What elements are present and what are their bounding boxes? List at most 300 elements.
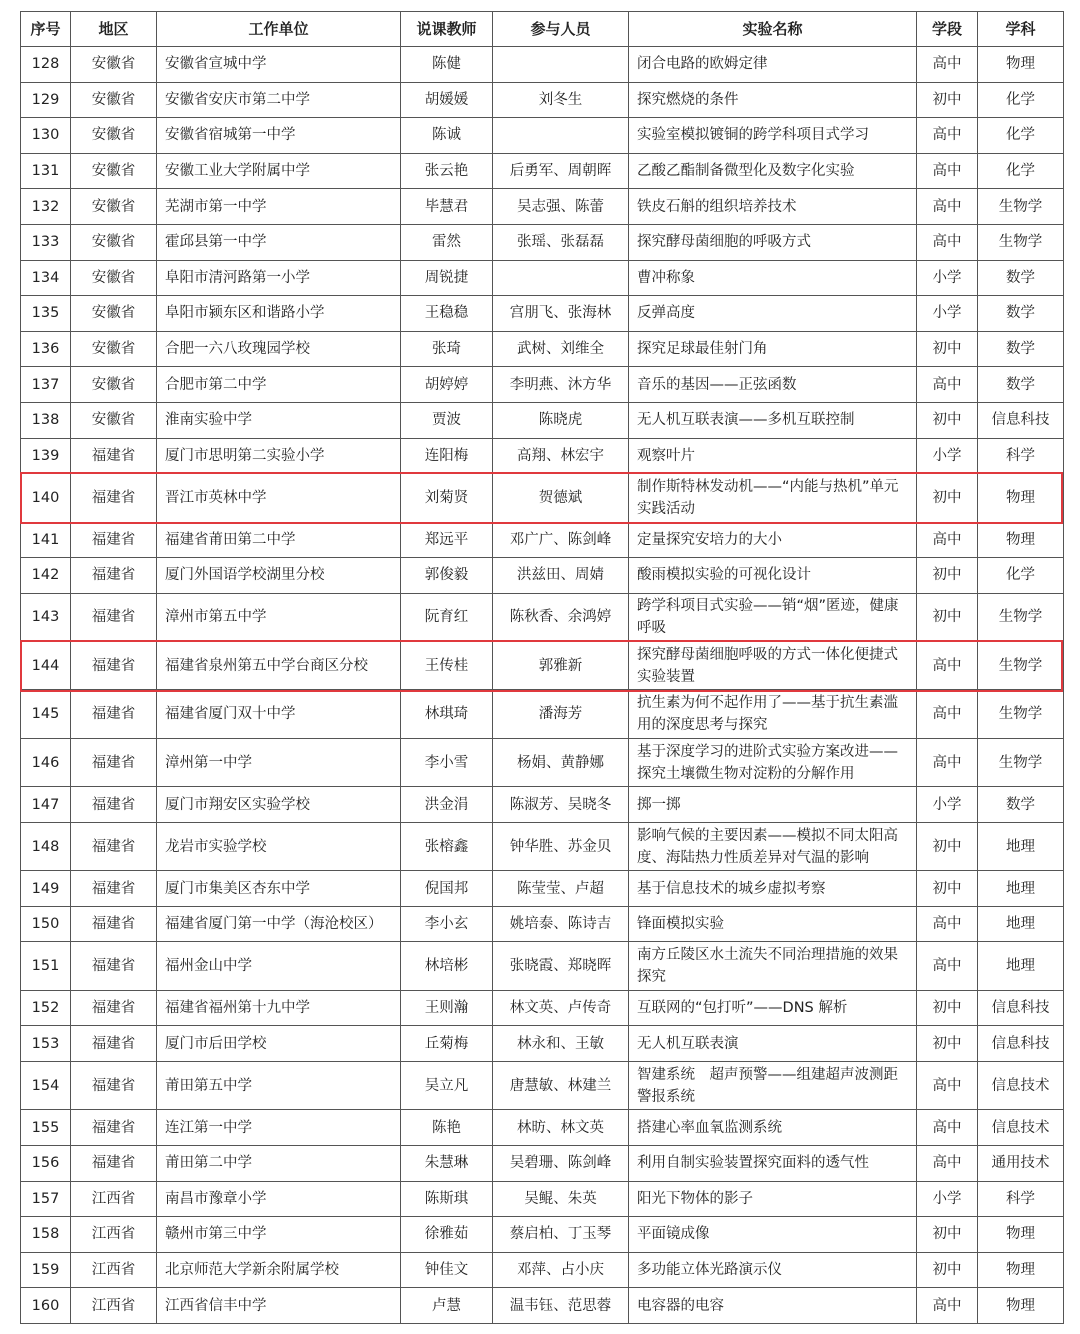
cell-participants: 后勇军、周朝晖 [493, 153, 629, 189]
cell-experiment: 探究酵母菌细胞的呼吸方式 [629, 224, 917, 260]
cell-stage: 高中 [917, 522, 978, 558]
table-row [21, 1062, 1064, 1110]
cell-teacher: 王传桂 [401, 642, 493, 690]
cell-teacher: 张琦 [401, 331, 493, 367]
cell-participants: 高翔、林宏宇 [493, 438, 629, 474]
cell-school: 厦门市翔安区实验学校 [157, 787, 401, 823]
cell-index: 158 [21, 1217, 71, 1253]
cell-stage: 高中 [917, 1288, 978, 1324]
cell-school: 晋江市英林中学 [157, 474, 401, 522]
cell-stage: 高中 [917, 690, 978, 738]
cell-experiment: 基于信息技术的城乡虚拟考察 [629, 871, 917, 907]
cell-teacher: 倪国邦 [401, 871, 493, 907]
cell-region: 福建省 [71, 738, 157, 786]
cell-experiment: 乙酸乙酯制备微型化及数字化实验 [629, 153, 917, 189]
cell-stage: 高中 [917, 367, 978, 403]
cell-subject: 生物学 [978, 593, 1064, 641]
cell-region: 福建省 [71, 1146, 157, 1182]
cell-index: 137 [21, 367, 71, 403]
cell-subject: 科学 [978, 1181, 1064, 1217]
cell-teacher: 李小玄 [401, 906, 493, 942]
cell-subject: 物理 [978, 47, 1064, 83]
cell-teacher: 连阳梅 [401, 438, 493, 474]
cell-index: 156 [21, 1146, 71, 1182]
cell-subject: 化学 [978, 82, 1064, 118]
table-row [21, 558, 1064, 594]
cell-subject: 地理 [978, 871, 1064, 907]
cell-stage: 初中 [917, 990, 978, 1026]
cell-participants: 蔡启柏、丁玉琴 [493, 1217, 629, 1253]
cell-school: 厦门市后田学校 [157, 1026, 401, 1062]
cell-school: 莆田第五中学 [157, 1062, 401, 1110]
cell-region: 福建省 [71, 787, 157, 823]
cell-experiment: 无人机互联表演——多机互联控制 [629, 402, 917, 438]
cell-index: 149 [21, 871, 71, 907]
cell-index: 141 [21, 522, 71, 558]
cell-school: 连江第一中学 [157, 1110, 401, 1146]
table-row [21, 787, 1064, 823]
cell-experiment: 曹冲称象 [629, 260, 917, 296]
cell-subject: 物理 [978, 1217, 1064, 1253]
cell-region: 福建省 [71, 1062, 157, 1110]
cell-region: 安徽省 [71, 224, 157, 260]
cell-stage: 高中 [917, 224, 978, 260]
cell-school: 福建省厦门第一中学（海沧校区） [157, 906, 401, 942]
table-row [21, 296, 1064, 332]
cell-subject: 生物学 [978, 189, 1064, 225]
cell-teacher: 郭俊毅 [401, 558, 493, 594]
cell-stage: 初中 [917, 331, 978, 367]
cell-participants: 姚培泰、陈诗吉 [493, 906, 629, 942]
cell-experiment: 平面镜成像 [629, 1217, 917, 1253]
cell-index: 136 [21, 331, 71, 367]
cell-teacher: 毕慧君 [401, 189, 493, 225]
cell-experiment: 锋面模拟实验 [629, 906, 917, 942]
cell-participants: 林文英、卢传奇 [493, 990, 629, 1026]
table-row [21, 118, 1064, 154]
cell-index: 145 [21, 690, 71, 738]
cell-stage: 高中 [917, 906, 978, 942]
cell-school: 安徽省安庆市第二中学 [157, 82, 401, 118]
table-row [21, 738, 1064, 786]
cell-school: 江西省信丰中学 [157, 1288, 401, 1324]
cell-experiment: 多功能立体光路演示仪 [629, 1252, 917, 1288]
cell-index: 160 [21, 1288, 71, 1324]
cell-index: 147 [21, 787, 71, 823]
cell-subject: 物理 [978, 1288, 1064, 1324]
cell-participants: 陈秋香、余鸿婷 [493, 593, 629, 641]
cell-teacher: 胡媛媛 [401, 82, 493, 118]
cell-school: 厦门外国语学校湖里分校 [157, 558, 401, 594]
cell-subject: 数学 [978, 367, 1064, 403]
header-index: 序号 [21, 12, 71, 47]
cell-index: 148 [21, 822, 71, 870]
cell-subject: 物理 [978, 1252, 1064, 1288]
cell-participants: 贺德斌 [493, 474, 629, 522]
table-row [21, 642, 1064, 690]
cell-stage: 小学 [917, 260, 978, 296]
cell-subject: 信息技术 [978, 1062, 1064, 1110]
cell-teacher: 李小雪 [401, 738, 493, 786]
cell-participants: 刘冬生 [493, 82, 629, 118]
cell-participants [493, 118, 629, 154]
header-stage: 学段 [917, 12, 978, 47]
cell-participants: 武树、刘维全 [493, 331, 629, 367]
cell-index: 139 [21, 438, 71, 474]
cell-index: 138 [21, 402, 71, 438]
cell-experiment: 电容器的电容 [629, 1288, 917, 1324]
cell-teacher: 周锐捷 [401, 260, 493, 296]
cell-stage: 小学 [917, 296, 978, 332]
header-participants: 参与人员 [493, 12, 629, 47]
cell-region: 福建省 [71, 990, 157, 1026]
header-teacher: 说课教师 [401, 12, 493, 47]
cell-stage: 小学 [917, 1181, 978, 1217]
cell-teacher: 卢慧 [401, 1288, 493, 1324]
cell-subject: 数学 [978, 296, 1064, 332]
cell-index: 131 [21, 153, 71, 189]
cell-participants: 唐慧敏、林建兰 [493, 1062, 629, 1110]
cell-participants [493, 47, 629, 83]
table-row [21, 82, 1064, 118]
cell-stage: 初中 [917, 593, 978, 641]
cell-teacher: 陈斯琪 [401, 1181, 493, 1217]
cell-experiment: 音乐的基因——正弦函数 [629, 367, 917, 403]
experiment-list-table-wrapper [20, 11, 1063, 1324]
cell-teacher: 丘菊梅 [401, 1026, 493, 1062]
cell-teacher: 王则瀚 [401, 990, 493, 1026]
cell-teacher: 洪金涓 [401, 787, 493, 823]
cell-experiment: 智建系统 超声预警——组建超声波测距警报系统 [629, 1062, 917, 1110]
cell-school: 漳州第一中学 [157, 738, 401, 786]
cell-subject: 科学 [978, 438, 1064, 474]
table-row [21, 822, 1064, 870]
cell-stage: 初中 [917, 1252, 978, 1288]
cell-subject: 地理 [978, 822, 1064, 870]
cell-stage: 初中 [917, 1217, 978, 1253]
cell-region: 江西省 [71, 1288, 157, 1324]
cell-subject: 数学 [978, 787, 1064, 823]
cell-index: 143 [21, 593, 71, 641]
cell-experiment: 阳光下物体的影子 [629, 1181, 917, 1217]
table-row [21, 1146, 1064, 1182]
cell-experiment: 酸雨模拟实验的可视化设计 [629, 558, 917, 594]
cell-subject: 信息科技 [978, 1026, 1064, 1062]
cell-subject: 化学 [978, 153, 1064, 189]
cell-region: 福建省 [71, 1110, 157, 1146]
cell-participants: 陈晓虎 [493, 402, 629, 438]
cell-school: 莆田第二中学 [157, 1146, 401, 1182]
cell-participants: 陈莹莹、卢超 [493, 871, 629, 907]
cell-teacher: 林培彬 [401, 942, 493, 990]
cell-school: 芜湖市第一中学 [157, 189, 401, 225]
cell-school: 福建省福州第十九中学 [157, 990, 401, 1026]
cell-region: 福建省 [71, 474, 157, 522]
cell-experiment: 跨学科项目式实验——销“烟”匿迹，健康呼吸 [629, 593, 917, 641]
cell-index: 128 [21, 47, 71, 83]
cell-participants: 张晓霞、郑晓晖 [493, 942, 629, 990]
cell-experiment: 基于深度学习的进阶式实验方案改进——探究土壤微生物对淀粉的分解作用 [629, 738, 917, 786]
cell-region: 福建省 [71, 593, 157, 641]
experiment-list-table [20, 11, 1064, 1324]
table-row [21, 1026, 1064, 1062]
cell-subject: 地理 [978, 942, 1064, 990]
cell-region: 福建省 [71, 438, 157, 474]
cell-school: 厦门市集美区杏东中学 [157, 871, 401, 907]
cell-participants: 杨娟、黄静娜 [493, 738, 629, 786]
cell-subject: 物理 [978, 474, 1064, 522]
cell-school: 龙岩市实验学校 [157, 822, 401, 870]
cell-school: 安徽省宣城中学 [157, 47, 401, 83]
cell-subject: 化学 [978, 558, 1064, 594]
cell-region: 福建省 [71, 871, 157, 907]
table-row [21, 402, 1064, 438]
cell-index: 146 [21, 738, 71, 786]
table-row [21, 1181, 1064, 1217]
cell-experiment: 南方丘陵区水土流失不同治理措施的效果探究 [629, 942, 917, 990]
cell-experiment: 观察叶片 [629, 438, 917, 474]
table-row [21, 906, 1064, 942]
table-row [21, 331, 1064, 367]
cell-teacher: 钟佳文 [401, 1252, 493, 1288]
table-body [21, 47, 1064, 1324]
cell-region: 安徽省 [71, 153, 157, 189]
cell-index: 144 [21, 642, 71, 690]
header-region: 地区 [71, 12, 157, 47]
cell-subject: 物理 [978, 522, 1064, 558]
cell-region: 安徽省 [71, 82, 157, 118]
cell-school: 阜阳市颍东区和谐路小学 [157, 296, 401, 332]
cell-subject: 信息技术 [978, 1110, 1064, 1146]
cell-school: 阜阳市清河路第一小学 [157, 260, 401, 296]
cell-experiment: 抗生素为何不起作用了——基于抗生素滥用的深度思考与探究 [629, 690, 917, 738]
table-row [21, 1110, 1064, 1146]
cell-experiment: 探究燃烧的条件 [629, 82, 917, 118]
cell-index: 152 [21, 990, 71, 1026]
cell-school: 厦门市思明第二实验小学 [157, 438, 401, 474]
cell-stage: 初中 [917, 822, 978, 870]
cell-participants: 张瑶、张磊磊 [493, 224, 629, 260]
cell-region: 福建省 [71, 1026, 157, 1062]
cell-participants: 温韦钰、范思蓉 [493, 1288, 629, 1324]
cell-teacher: 阮育红 [401, 593, 493, 641]
cell-teacher: 刘菊贤 [401, 474, 493, 522]
cell-teacher: 徐雅茹 [401, 1217, 493, 1253]
cell-subject: 地理 [978, 906, 1064, 942]
cell-stage: 初中 [917, 82, 978, 118]
cell-participants: 宫朋飞、张海林 [493, 296, 629, 332]
table-row [21, 438, 1064, 474]
cell-region: 福建省 [71, 822, 157, 870]
cell-school: 淮南实验中学 [157, 402, 401, 438]
header-experiment: 实验名称 [629, 12, 917, 47]
cell-index: 151 [21, 942, 71, 990]
table-row [21, 522, 1064, 558]
cell-participants: 李明燕、沐方华 [493, 367, 629, 403]
cell-participants: 林昉、林文英 [493, 1110, 629, 1146]
cell-school: 福建省泉州第五中学台商区分校 [157, 642, 401, 690]
cell-region: 安徽省 [71, 331, 157, 367]
cell-school: 南昌市豫章小学 [157, 1181, 401, 1217]
cell-region: 安徽省 [71, 260, 157, 296]
cell-stage: 高中 [917, 1062, 978, 1110]
cell-stage: 初中 [917, 474, 978, 522]
cell-subject: 生物学 [978, 738, 1064, 786]
cell-subject: 化学 [978, 118, 1064, 154]
cell-experiment: 探究足球最佳射门角 [629, 331, 917, 367]
cell-school: 赣州市第三中学 [157, 1217, 401, 1253]
cell-subject: 信息科技 [978, 990, 1064, 1026]
cell-school: 安徽工业大学附属中学 [157, 153, 401, 189]
table-row [21, 367, 1064, 403]
cell-stage: 初中 [917, 871, 978, 907]
cell-stage: 高中 [917, 118, 978, 154]
table-row [21, 260, 1064, 296]
table-row [21, 1252, 1064, 1288]
cell-participants: 吴志强、陈蕾 [493, 189, 629, 225]
cell-stage: 高中 [917, 1110, 978, 1146]
cell-stage: 高中 [917, 738, 978, 786]
cell-stage: 初中 [917, 402, 978, 438]
cell-index: 135 [21, 296, 71, 332]
cell-experiment: 探究酵母菌细胞呼吸的方式一体化便捷式实验装置 [629, 642, 917, 690]
cell-region: 福建省 [71, 906, 157, 942]
table-header-row [21, 12, 1064, 47]
cell-experiment: 影响气候的主要因素——模拟不同太阳高度、海陆热力性质差异对气温的影响 [629, 822, 917, 870]
cell-participants: 郭雅新 [493, 642, 629, 690]
table-row [21, 690, 1064, 738]
cell-school: 漳州市第五中学 [157, 593, 401, 641]
cell-teacher: 雷然 [401, 224, 493, 260]
cell-teacher: 贾波 [401, 402, 493, 438]
cell-school: 福建省莆田第二中学 [157, 522, 401, 558]
cell-experiment: 定量探究安培力的大小 [629, 522, 917, 558]
header-school: 工作单位 [157, 12, 401, 47]
table-row [21, 593, 1064, 641]
cell-index: 159 [21, 1252, 71, 1288]
cell-experiment: 无人机互联表演 [629, 1026, 917, 1062]
cell-participants: 吴碧珊、陈剑峰 [493, 1146, 629, 1182]
cell-teacher: 张榕鑫 [401, 822, 493, 870]
cell-participants [493, 260, 629, 296]
cell-experiment: 铁皮石斛的组织培养技术 [629, 189, 917, 225]
cell-teacher: 胡婷婷 [401, 367, 493, 403]
cell-region: 江西省 [71, 1252, 157, 1288]
cell-subject: 数学 [978, 260, 1064, 296]
table-row [21, 1217, 1064, 1253]
cell-teacher: 林琪琦 [401, 690, 493, 738]
cell-experiment: 实验室模拟镀铜的跨学科项目式学习 [629, 118, 917, 154]
table-row [21, 189, 1064, 225]
cell-index: 150 [21, 906, 71, 942]
cell-index: 130 [21, 118, 71, 154]
cell-index: 142 [21, 558, 71, 594]
cell-school: 合肥一六八玫瑰园学校 [157, 331, 401, 367]
cell-region: 福建省 [71, 558, 157, 594]
cell-teacher: 张云艳 [401, 153, 493, 189]
cell-index: 154 [21, 1062, 71, 1110]
header-subject: 学科 [978, 12, 1064, 47]
cell-participants: 洪兹田、周婧 [493, 558, 629, 594]
cell-stage: 高中 [917, 153, 978, 189]
cell-index: 132 [21, 189, 71, 225]
cell-stage: 高中 [917, 642, 978, 690]
cell-stage: 高中 [917, 942, 978, 990]
cell-subject: 生物学 [978, 690, 1064, 738]
cell-stage: 初中 [917, 1026, 978, 1062]
cell-teacher: 陈艳 [401, 1110, 493, 1146]
cell-participants: 林永和、王敏 [493, 1026, 629, 1062]
cell-region: 安徽省 [71, 402, 157, 438]
cell-experiment: 闭合电路的欧姆定律 [629, 47, 917, 83]
table-row [21, 942, 1064, 990]
cell-experiment: 反弹高度 [629, 296, 917, 332]
cell-teacher: 陈健 [401, 47, 493, 83]
cell-participants: 吴鲲、朱英 [493, 1181, 629, 1217]
cell-school: 霍邱县第一中学 [157, 224, 401, 260]
cell-experiment: 搭建心率血氧监测系统 [629, 1110, 917, 1146]
cell-stage: 高中 [917, 1146, 978, 1182]
cell-index: 155 [21, 1110, 71, 1146]
cell-participants: 邓广广、陈剑峰 [493, 522, 629, 558]
cell-region: 安徽省 [71, 118, 157, 154]
cell-participants: 钟华胜、苏金贝 [493, 822, 629, 870]
cell-index: 157 [21, 1181, 71, 1217]
cell-region: 福建省 [71, 522, 157, 558]
cell-teacher: 郑远平 [401, 522, 493, 558]
cell-index: 133 [21, 224, 71, 260]
cell-region: 福建省 [71, 642, 157, 690]
cell-experiment: 制作斯特林发动机——“内能与热机”单元实践活动 [629, 474, 917, 522]
cell-subject: 数学 [978, 331, 1064, 367]
cell-school: 合肥市第二中学 [157, 367, 401, 403]
cell-index: 134 [21, 260, 71, 296]
cell-experiment: 掷一掷 [629, 787, 917, 823]
cell-region: 福建省 [71, 942, 157, 990]
cell-region: 安徽省 [71, 47, 157, 83]
cell-index: 153 [21, 1026, 71, 1062]
cell-stage: 高中 [917, 189, 978, 225]
cell-experiment: 利用自制实验装置探究面料的透气性 [629, 1146, 917, 1182]
cell-index: 129 [21, 82, 71, 118]
cell-school: 安徽省宿城第一中学 [157, 118, 401, 154]
cell-stage: 高中 [917, 47, 978, 83]
cell-subject: 生物学 [978, 642, 1064, 690]
cell-region: 安徽省 [71, 367, 157, 403]
cell-index: 140 [21, 474, 71, 522]
cell-teacher: 陈诚 [401, 118, 493, 154]
table-row [21, 224, 1064, 260]
cell-subject: 信息科技 [978, 402, 1064, 438]
cell-region: 江西省 [71, 1217, 157, 1253]
cell-stage: 初中 [917, 558, 978, 594]
cell-stage: 小学 [917, 787, 978, 823]
cell-teacher: 王稳稳 [401, 296, 493, 332]
cell-subject: 生物学 [978, 224, 1064, 260]
cell-school: 福建省厦门双十中学 [157, 690, 401, 738]
table-row [21, 153, 1064, 189]
table-row [21, 474, 1064, 522]
table-row [21, 871, 1064, 907]
table-row [21, 990, 1064, 1026]
cell-subject: 通用技术 [978, 1146, 1064, 1182]
cell-participants: 邓萍、占小庆 [493, 1252, 629, 1288]
table-row [21, 1288, 1064, 1324]
cell-participants: 陈淑芳、吴晓冬 [493, 787, 629, 823]
cell-teacher: 朱慧琳 [401, 1146, 493, 1182]
cell-school: 福州金山中学 [157, 942, 401, 990]
cell-region: 江西省 [71, 1181, 157, 1217]
